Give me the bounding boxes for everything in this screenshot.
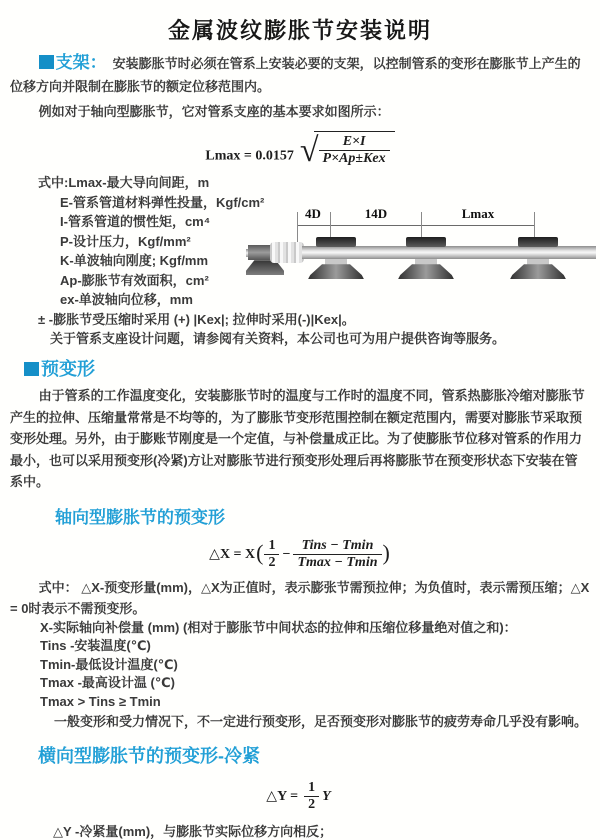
- definition-line: I-管系管道的惯性矩，cm⁴: [60, 214, 211, 230]
- axial-line: X-实际轴向补偿量 (mm) (相对于膨胀节中间状态的拉伸和压缩位移量绝对值之和)：: [40, 619, 517, 635]
- half-denominator: 2: [264, 554, 279, 571]
- dimension-tick: [297, 212, 298, 246]
- lateral-note-line: △Y -冷紧量(mm)，与膨胀节实际位移方向相反；: [53, 824, 333, 840]
- pipe-support-diagram: [246, 206, 598, 291]
- bellows-expansion-joint: [270, 242, 304, 263]
- support-intro-paragraph: [10, 51, 590, 98]
- lateral-formula-rhs: Y: [322, 788, 331, 804]
- definition-line: P-设计压力，Kgf/mm²: [60, 233, 191, 249]
- axial-line: Tins -安装温度(℃): [40, 638, 151, 654]
- predeform-section-heading: [24, 355, 590, 381]
- predeform-body-paragraph: 由于管系的工作温度变化，安装膨胀节时的温度与工作时的温度不同，管系热膨胀冷缩对膨胀节产生的拉伸、压缩量常常是不均等的，为了膨胀节变形范围控制在额定范围内，需要对膨胀节采取预变形处理。另外，由于膨账节刚度是一个定值，与补偿量成正比。为了使膨胀节位移对管系的作用力最小，也可以采用预变形(冷紧)方让对膨胀节进行预变形处理后再将膨胀节在预变形状态下安装在管系中。: [10, 388, 585, 490]
- support-note-line: 关于管系支座设计问题，请参阅有关资料，本公司也可为用户提供咨询等服务。: [50, 331, 506, 347]
- minus-sign: −: [282, 546, 291, 562]
- guide-support: [308, 237, 364, 281]
- axial-formula-explanation: 式中： △X-预变形量(mm)，△X为正值时，表示膨张节需预拉伸；为负值时，表示需预压缩；△X = 0时表示不需预变形。: [10, 579, 590, 616]
- support-base: [308, 264, 364, 279]
- support-base: [398, 264, 454, 279]
- support-section-heading: 支架：: [55, 53, 107, 72]
- sqrt-expression: [300, 131, 395, 167]
- axial-line: Tmax > Tins ≥ Tmin: [40, 693, 161, 709]
- dim-label-lmax: Lmax: [461, 206, 495, 222]
- axial-line: Tmin-最低设计温度(℃): [40, 656, 178, 672]
- axial-subheading: 轴向型膨胀节的预变形: [55, 507, 225, 527]
- definition-line: E-管系管道材料弹性投量，Kgf/cm²: [60, 194, 265, 210]
- definitions-and-diagram: [0, 173, 600, 345]
- axial-line: Tmax -最高设计温 (℃): [40, 675, 175, 691]
- lmax-formula-denominator: P×Ap±Kex: [319, 150, 390, 167]
- lateral-half-numerator: 1: [308, 779, 316, 795]
- dim-label-14d: 14D: [364, 206, 388, 222]
- lateral-subheading: 横向型膨胀节的预变形-冷紧: [38, 745, 260, 766]
- lateral-predeform-formula: [0, 780, 600, 813]
- section-marker-square: [39, 55, 54, 69]
- axial-definition-lines: [40, 619, 600, 732]
- lmax-formula: [0, 131, 600, 167]
- definition-line: 式中:Lmax-最大导向间距，m: [38, 175, 210, 191]
- close-paren: ): [382, 539, 390, 565]
- support-cap: [406, 237, 446, 247]
- lmax-formula-numerator: E×I: [342, 134, 366, 149]
- lateral-half-denominator: 2: [304, 796, 319, 813]
- guide-support: [510, 237, 566, 281]
- support-cap: [316, 237, 356, 247]
- axial-predeform-formula: [0, 538, 600, 571]
- support-example-line: 例如对于轴向型膨胀节，它对管系支座的基本要求如图所示：: [38, 104, 390, 119]
- support-cap: [518, 237, 558, 247]
- radical-sign-icon: √: [299, 131, 319, 169]
- axial-remark-line: 一般变形和受力情况下，不一定进行预变形，足否预变形对膨胀节的疲劳寿命几乎没有影响。: [54, 714, 588, 730]
- axial-formula-lhs: △X = X: [209, 546, 256, 562]
- dimension-line: [297, 225, 535, 226]
- definition-line: Ap-膨胀节有效面积，cm²: [60, 272, 209, 288]
- guide-support: [398, 237, 454, 281]
- temp-numerator: Tins − Tmin: [301, 537, 374, 553]
- dim-label-4d: 4D: [305, 206, 321, 222]
- anchor-support: [248, 245, 272, 260]
- lateral-formula-lhs: △Y =: [266, 788, 299, 804]
- definition-line: ex-单波轴向位移，mm: [60, 292, 193, 308]
- lmax-formula-prefix: Lmax = 0.0157: [205, 148, 294, 164]
- definition-line: K-单波轴向刚度; Kgf/mm: [60, 253, 209, 269]
- section-marker-square: [24, 362, 39, 376]
- open-paren: (: [256, 539, 264, 565]
- definition-line: ± -膨胀节受压缩时采用 (+) |Kex|; 拉伸时采用(-)|Kex|。: [38, 311, 355, 327]
- page-title: 金属波纹膨胀节安装说明: [167, 18, 432, 43]
- support-intro-text: 安装膨胀节时必须在管系上安装必要的支架，以控制管系的变形在膨胀节上产生的位移方向并限制在膨胀节的额定位移范围内。: [10, 56, 581, 94]
- support-base: [510, 264, 566, 279]
- document-page: [0, 14, 600, 840]
- half-numerator: 1: [268, 537, 276, 553]
- predeform-heading-text: 预变形: [41, 359, 95, 380]
- temp-denominator: Tmax − Tmin: [293, 554, 381, 571]
